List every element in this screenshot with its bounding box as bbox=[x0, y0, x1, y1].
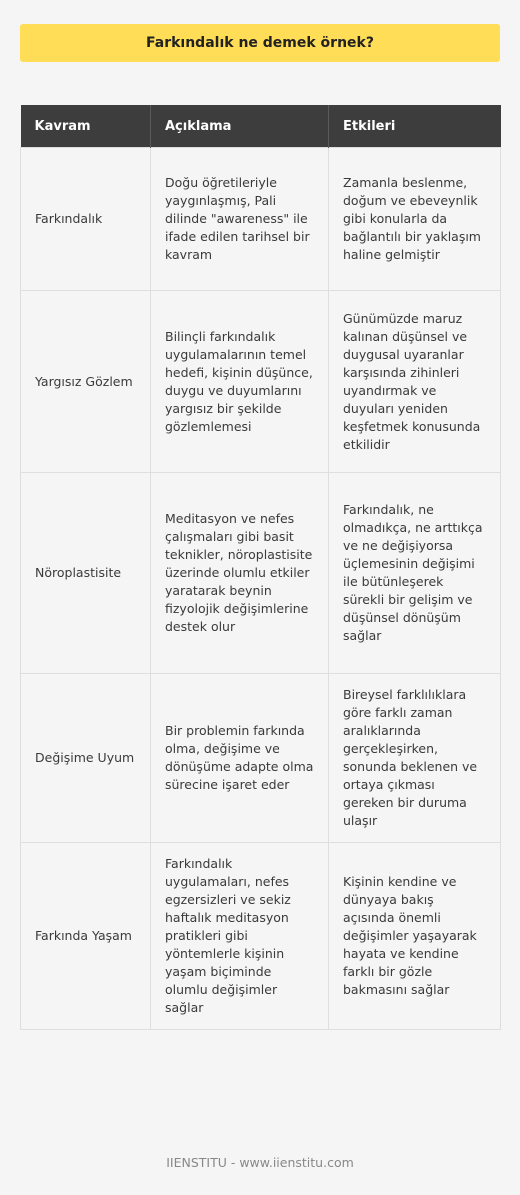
description-cell: Farkındalık uygulamaları, nefes egzersizleri ve sekiz haftalık meditasyon pratikleri gibi yöntemlerle kişinin yaşam biçiminde olumlu değişimler sağlar bbox=[151, 843, 329, 1030]
concept-table bbox=[20, 105, 501, 1030]
concept-cell: Farkında Yaşam bbox=[21, 843, 151, 1030]
title-banner bbox=[20, 24, 500, 62]
page-title: Farkındalık ne demek örnek? bbox=[146, 35, 374, 51]
table-row bbox=[21, 473, 501, 674]
header-description: Açıklama bbox=[151, 105, 329, 148]
description-cell: Meditasyon ve nefes çalışmaları gibi basit teknikler, nöroplastisite üzerinde olumlu etkiler yaratarak beynin fizyolojik değişimlerine destek olur bbox=[151, 473, 329, 674]
footer-credit: IIENSTITU - www.iienstitu.com bbox=[166, 1155, 354, 1170]
concept-cell: Nöroplastisite bbox=[21, 473, 151, 674]
table-header-row bbox=[21, 105, 501, 148]
description-cell: Bir problemin farkında olma, değişime ve dönüşüme adapte olma sürecine işaret eder bbox=[151, 674, 329, 843]
table-row bbox=[21, 291, 501, 473]
concept-cell: Değişime Uyum bbox=[21, 674, 151, 843]
concept-cell: Farkındalık bbox=[21, 148, 151, 291]
header-effects: Etkileri bbox=[329, 105, 501, 148]
effects-cell: Zamanla beslenme, doğum ve ebeveynlik gibi konularla da bağlantılı bir yaklaşım haline gelmiştir bbox=[329, 148, 501, 291]
concept-cell: Yargısız Gözlem bbox=[21, 291, 151, 473]
table-row bbox=[21, 148, 501, 291]
effects-cell: Kişinin kendine ve dünyaya bakış açısında önemli değişimler yaşayarak hayata ve kendine farklı bir gözle bakmasını sağlar bbox=[329, 843, 501, 1030]
table-row bbox=[21, 674, 501, 843]
effects-cell: Günümüzde maruz kalınan düşünsel ve duygusal uyaranlar karşısında zihinleri uyandırmak ve duyuları yeniden keşfetmek konusunda etkilidir bbox=[329, 291, 501, 473]
effects-cell: Farkındalık, ne olmadıkça, ne arttıkça ve ne değişiyorsa üçlemesinin değişimi ile bütünleşerek sürekli bir gelişim ve düşünsel dönüşüm sağlar bbox=[329, 473, 501, 674]
effects-cell: Bireysel farklılıklara göre farklı zaman aralıklarında gerçekleşirken, sonunda beklenen ve ortaya çıkması gereken bir duruma ulaşır bbox=[329, 674, 501, 843]
header-concept: Kavram bbox=[21, 105, 151, 148]
table-row bbox=[21, 843, 501, 1030]
description-cell: Doğu öğretileriyle yaygınlaşmış, Pali dilinde "awareness" ile ifade edilen tarihsel bir kavram bbox=[151, 148, 329, 291]
description-cell: Bilinçli farkındalık uygulamalarının temel hedefi, kişinin düşünce, duygu ve duyumlarını yargısız bir şekilde gözlemlemesi bbox=[151, 291, 329, 473]
